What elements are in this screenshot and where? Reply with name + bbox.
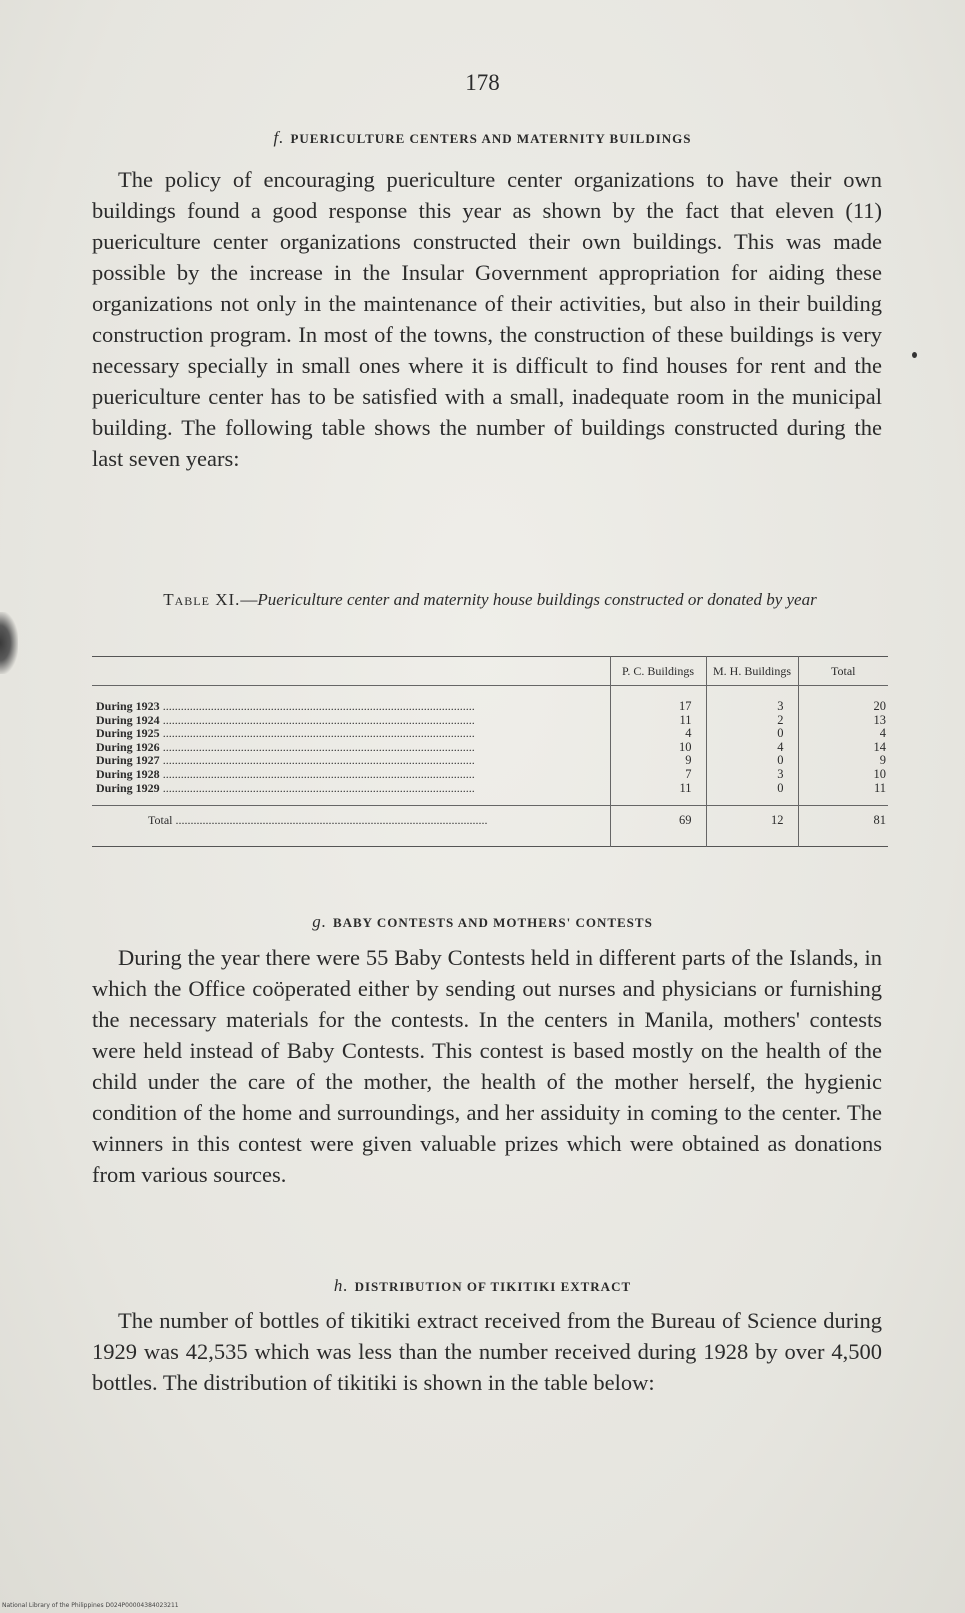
cell-pc: 7 [610,768,706,782]
header-pc-buildings: P. C. Buildings [610,657,706,686]
row-label: During 1923 ..... [96,699,475,713]
total-all: 81 [798,806,888,847]
footer-archive-tag: National Library of the Philippines D024P00004384023211 [2,1602,179,1609]
cell-total: 20 [873,699,886,713]
table-total-row [92,806,888,847]
table-row [92,686,888,714]
cell-mh: 0 [706,754,798,768]
header-total: Total [798,657,888,686]
cell-total: 4 [879,726,886,741]
cell-mh: 2 [706,714,798,728]
paragraph-baby-contests: During the year there were 55 Baby Contests held in different parts of the Islands, in which the Office coöperated either by sending out nurses and physicians or furnishing the necessary materials for the contests. In the centers in Manila, mothers' contests were held instead of Baby Contests. This contest is based mostly on the health of the child under the care of the mother, the health of the mother herself, the hygienic condition of the home and surroundings, and her assiduity in coming to the center. The winners in this contest were given valuable prizes which were obtained as donations from various sources. [92,945,882,1187]
header-mh-buildings: M. H. Buildings [706,657,798,686]
total-label: Total ..... [148,813,488,827]
cell-mh: 3 [706,686,798,714]
cell-pc: 4 [610,727,706,741]
table-title: Puericulture center and maternity house buildings constructed or donated by year [257,590,817,609]
table-row [92,727,888,741]
table-header-row [92,657,888,686]
paragraph-puericulture: The policy of encouraging puericulture center organizations to have their own buildings found a good response this year as shown by the fact that eleven (11) puericulture center organizations constructed their own buildings. This was made possible by the increase in the Insular Government appropriation for aiding these organizations not only in the maintenance of their activities, but also in their building construction program. In most of the towns, the construction of these buildings is very necessary specially in small ones where it is difficult to find houses for rent and the puericulture center has to be satisfied with a small, inadequate room in the municipal building. The following table shows the number of buildings constructed during the last seven years: [92,167,882,471]
cell-pc: 17 [610,686,706,714]
row-label: During 1929 ..... [96,782,475,795]
section-heading-h [0,1276,965,1296]
cell-pc: 11 [610,714,706,728]
cell-mh: 3 [706,768,798,782]
cell-pc: 10 [610,741,706,755]
table-name: Table XI. [163,590,241,609]
buildings-table [92,656,888,847]
total-mh: 12 [706,806,798,847]
table-row [92,741,888,755]
table-row [92,714,888,728]
row-label: During 1925 ..... [96,727,475,740]
header-blank [92,657,610,686]
row-label: During 1928 ..... [96,768,475,781]
cell-total: 14 [873,739,886,754]
cell-mh: 0 [706,727,798,741]
table-row [92,768,888,782]
section-letter: h. [333,1276,349,1295]
section-heading-g [0,912,965,932]
paragraph-tikitiki: The number of bottles of tikitiki extract received from the Bureau of Science during 1929 was 42,535 which was less than the number received during 1928 by over 4,500 bottles. The distribution of tikitiki is shown in the table below: [92,1308,882,1395]
section-title: PUERICULTURE CENTERS AND MATERNITY BUILDINGS [290,131,692,146]
cell-mh: 0 [706,782,798,806]
section-title: DISTRIBUTION OF TIKITIKI EXTRACT [354,1279,632,1294]
section-heading-f [0,128,965,148]
row-label: During 1924 ..... [96,714,475,727]
page-number: 178 [465,70,500,95]
section-letter: g. [312,912,327,931]
binding-shadow [0,612,18,674]
section-letter: f. [273,128,285,147]
cell-total: 13 [873,712,886,727]
cell-total: 11 [873,780,886,795]
cell-total: 10 [873,766,886,781]
cell-total: 9 [879,753,886,768]
row-label: During 1926 ..... [96,741,475,754]
section-title: BABY CONTESTS AND MOTHERS' CONTESTS [332,915,653,930]
ink-speck [912,352,917,358]
table-row [92,754,888,768]
row-label: During 1927 ..... [96,754,475,767]
table-row [92,782,888,806]
cell-pc: 11 [610,782,706,806]
table-caption: Table XI.—Puericulture center and maternity house buildings constructed or donated by year [163,590,817,609]
cell-pc: 9 [610,754,706,768]
cell-mh: 4 [706,741,798,755]
total-pc: 69 [610,806,706,847]
